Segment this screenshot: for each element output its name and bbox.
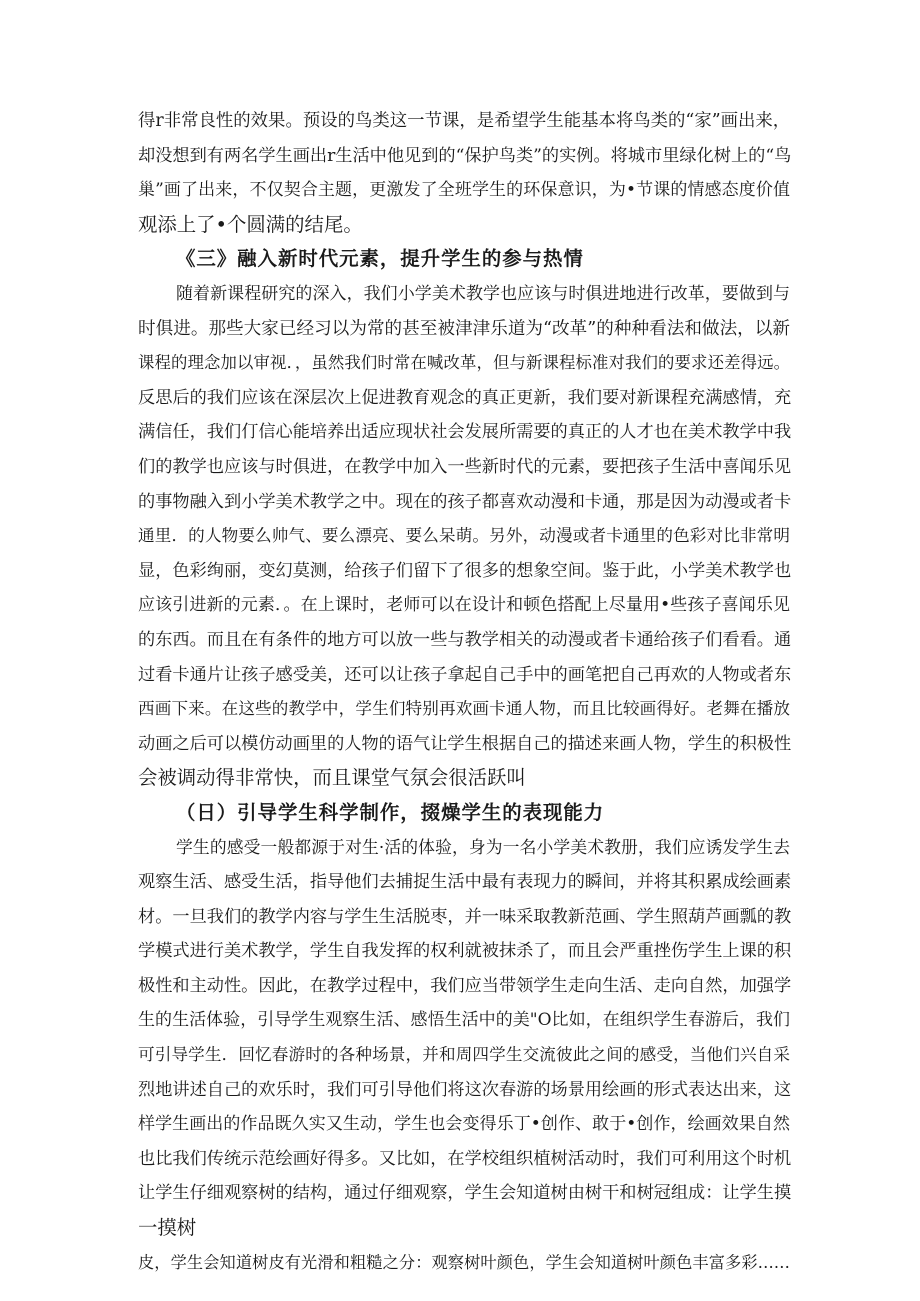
- text-line: 的事物融入到小学美术教学之中。现在的孩子都喜欢动漫和卡通，那是因为动漫或者卡: [138, 491, 792, 512]
- text-line: 巢”画了出来，不仅契合主题，更激发了全班学生的环保意识，为•节课的情感态度价值: [138, 180, 790, 201]
- text-line: 样学生画出的作品既久实又生动，学生也会变得乐丁•创作、敢于•创作，绘画效果自然: [138, 1114, 790, 1135]
- text-line: 学模式进行美术教学，学生自我发挥的权利就被抹杀了，而且会严重挫伤学生上课的积: [138, 941, 792, 962]
- text-line: 反思后的我们应该在深层次上促进教育观念的真正更新，我们要对新课程充满感情，充: [138, 387, 792, 408]
- document-body: [138, 104, 790, 1280]
- text-line: 动画之后可以模仿动画里的人物的语气让学生根据自己的描述来画人物，学生的积极性: [138, 733, 792, 754]
- paragraph-1: [138, 104, 790, 242]
- text-line: 得r非常良性的效果。预设的鸟类这一节课，是希望学生能基本将鸟类的“家”画出来，: [138, 111, 791, 131]
- text-line: 西画下来。在这些的教学中，学生们特别再欢画卡通人物，而且比较画得好。老舞在播放: [138, 699, 790, 719]
- text-line: 们的教学也应该与时俱进，在教学中加入一些新时代的元素，要把孩子生活中喜闻乐见: [138, 456, 792, 477]
- text-line: 却没想到有两名学生画出r生活中他见到的“保护鸟类”的实例。将城市里绿化树上的“鸟: [138, 145, 792, 166]
- text-line: 课程的理念加以审视．，虽然我们时常在喊改革，但与新课程标准对我们的要求还差得远。: [138, 353, 790, 373]
- text-line: 过看卡通片让孩子感受美，还可以让孩子拿起自己手中的画笔把自己再欢的人物或者东: [138, 664, 792, 685]
- text-line: 显，色彩绚丽，变幻莫测，给孩子们留下了很多的想象空间。鉴于此，小学美术教学也: [138, 560, 792, 581]
- text-line: 时俱进。那些大家已经习以为常的甚至被津津乐道为“改革”的种种看法和做法，以新: [138, 318, 790, 339]
- text-line: 烈地讲述自己的欢乐时，我们可引导他们将这次春游的场景用绘画的形式表达出来，这: [138, 1079, 792, 1100]
- text-line: 通里．的人物要么帅气、要么漂亮、要么呆萌。另外，动漫或者卡通里的色彩对比非常明: [138, 526, 790, 546]
- text-line: 一摸树: [138, 1216, 197, 1239]
- final-text-line: 皮，学生会知道树皮有光滑和粗糙之分：观察树叶颜色，学生会知道树叶颜色丰富多彩……: [138, 1252, 790, 1272]
- text-line: 满信任，我们仃信心能培养出适应现状社会发展所需要的真正的人才也在美术教学中我: [138, 422, 792, 443]
- paragraph-2: [138, 277, 790, 796]
- text-line: 随着新课程研究的深入，我们小学美术教学也应该与时俱进地进行改革，要做到与: [176, 283, 790, 304]
- section-heading-4: （日）引导学生科学制作，掇燥学生的表现能力: [176, 800, 605, 824]
- text-line: 观察生活、感受生活，指导他们去捕捉生活中最有表现力的瞬间，并将其积累成绘画素: [138, 872, 792, 893]
- text-line: 生的生活体验，引导学生观察生活、感悟生活中的美"O比如，在组织学生春游后，我们: [138, 1010, 790, 1031]
- text-line: 也比我们传统示范绘画好得多。又比如，在学校组织植树活动时，我们可利用这个时机: [138, 1148, 792, 1169]
- text-line: 应该引进新的元素．。在上课时，老师可以在设计和顿色搭配上尽量用•些孩子喜闻乐见: [138, 595, 790, 616]
- text-line: 让学生仔细观察树的结构，通过仔细观察，学生会知道树由树干和树冠组成：让学生摸: [138, 1183, 792, 1204]
- paragraph-3: [138, 830, 790, 1245]
- text-line: 观添上了•个圆满的结尾。: [138, 212, 363, 236]
- text-line: 会被调动得非常快，而且课堂气氛会很活跃叫: [138, 766, 526, 790]
- text-line: 材。一旦我们的教学内容与学生生活脱枣，并一味采取教新范画、学生照葫芦画瓢的教: [138, 906, 792, 927]
- text-line: 可引导学生．回忆春游时的各种场景，并和周四学生交流彼此之间的感受，当他们兴自采: [138, 1045, 790, 1065]
- text-line: 学生的感受一般都源于对生·活的体验，身为一名小学美术教册，我们应诱发学生去: [176, 837, 790, 858]
- text-line: 的东西。而且在有条件的地方可以放一些与教学相关的动漫或者卡通给孩子们看看。通: [138, 629, 792, 650]
- text-line: 极性和主动性。因此，在教学过程中，我们应当带领学生走向生活、走向自然，加强学: [138, 975, 792, 996]
- section-heading-3: 《三》融入新时代元素，提升学生的参与热情: [176, 247, 584, 271]
